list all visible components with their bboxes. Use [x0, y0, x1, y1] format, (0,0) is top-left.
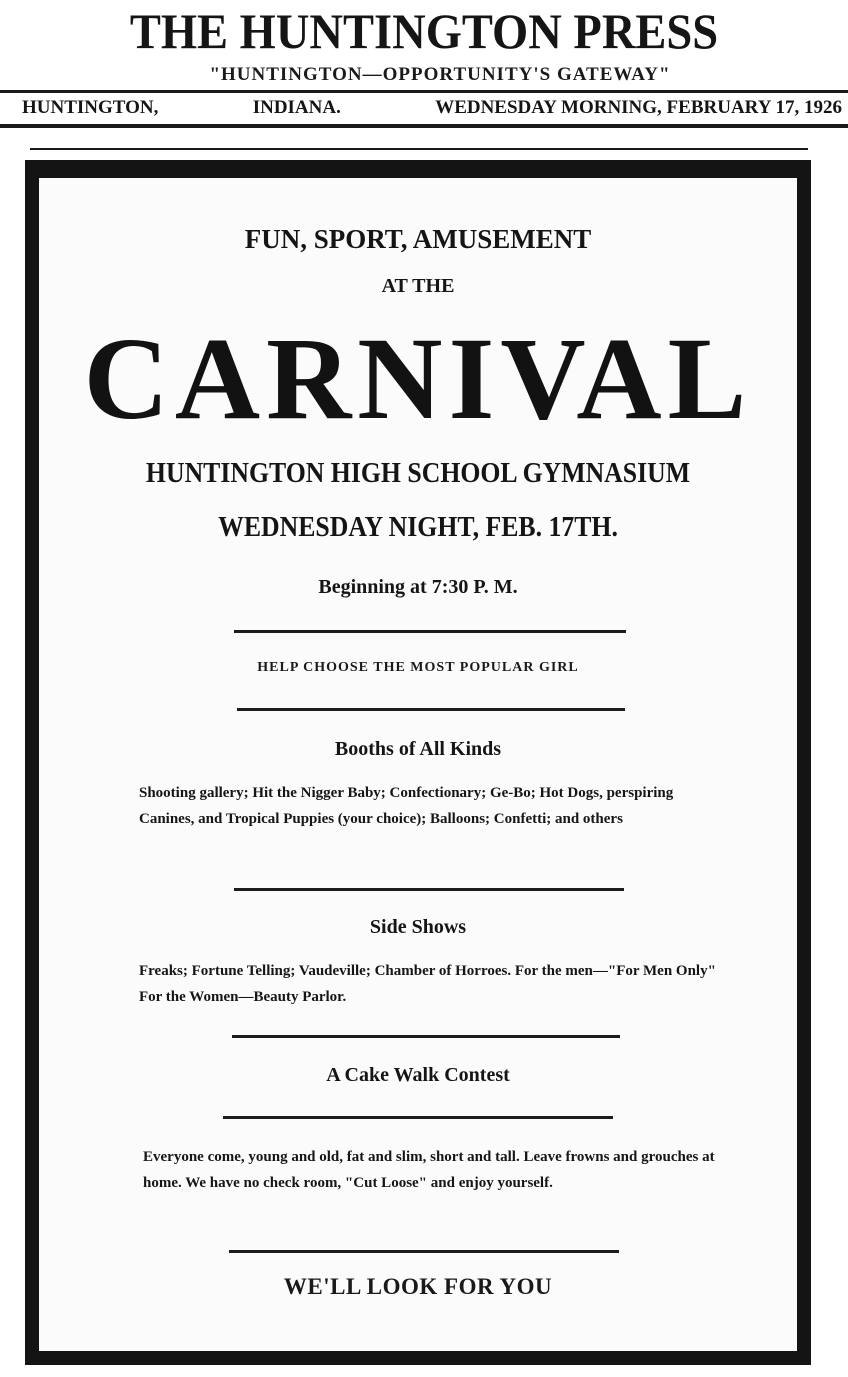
- masthead-rule-top: [0, 90, 848, 93]
- dateline-date: WEDNESDAY MORNING, FEBRUARY 17, 1926: [435, 97, 842, 118]
- ad-popular-girl: HELP CHOOSE THE MOST POPULAR GIRL: [257, 660, 579, 675]
- newspaper-name: THE HUNTINGTON PRESS: [129, 3, 719, 59]
- divider: [234, 888, 624, 891]
- divider: [237, 708, 625, 711]
- ad-date: WEDNESDAY NIGHT, FEB. 17TH.: [218, 512, 618, 543]
- ad-start-time: Beginning at 7:30 P. M.: [318, 576, 518, 598]
- booths-heading: Booths of All Kinds: [334, 738, 502, 760]
- ad-venue: HUNTINGTON HIGH SCHOOL GYMNASIUM: [145, 458, 691, 489]
- dateline-state: INDIANA.: [252, 97, 341, 118]
- ad-headline: FUN, SPORT, AMUSEMENT: [244, 224, 592, 254]
- closing-line: WE'LL LOOK FOR YOU: [283, 1274, 553, 1299]
- newspaper-slogan: "HUNTINGTON—OPPORTUNITY'S GATEWAY": [209, 64, 671, 85]
- cake-walk-heading: A Cake Walk Contest: [326, 1064, 510, 1086]
- divider: [234, 630, 626, 633]
- divider: [223, 1116, 613, 1119]
- booths-description: Shooting gallery; Hit the Nigger Baby; Confectionary; Ge-Bo; Hot Dogs, perspiring Canines, and Tropical Puppies (your choice); Balloons; Confetti; and others: [139, 785, 674, 827]
- divider: [229, 1250, 619, 1253]
- masthead-rule-bottom: [0, 124, 848, 128]
- ad-at-the: AT THE: [381, 275, 455, 297]
- masthead: [0, 0, 848, 148]
- side-shows-description: Freaks; Fortune Telling; Vaudeville; Chamber of Horroes. For the men—"For Men Only" For the Women—Beauty Parlor.: [139, 963, 716, 1005]
- carnival-advertisement: [25, 160, 811, 1365]
- dateline: [22, 97, 842, 119]
- column-rule: [30, 148, 808, 150]
- side-shows-heading: Side Shows: [369, 916, 467, 938]
- everyone-come-text: Everyone come, young and old, fat and slim, short and tall. Leave frowns and grouches at home. We have no check room, "Cut Loose" and enjoy yourself.: [143, 1149, 715, 1191]
- divider: [232, 1035, 620, 1038]
- ad-title-carnival: CARNIVAL: [83, 313, 753, 444]
- dateline-city: HUNTINGTON,: [22, 97, 159, 118]
